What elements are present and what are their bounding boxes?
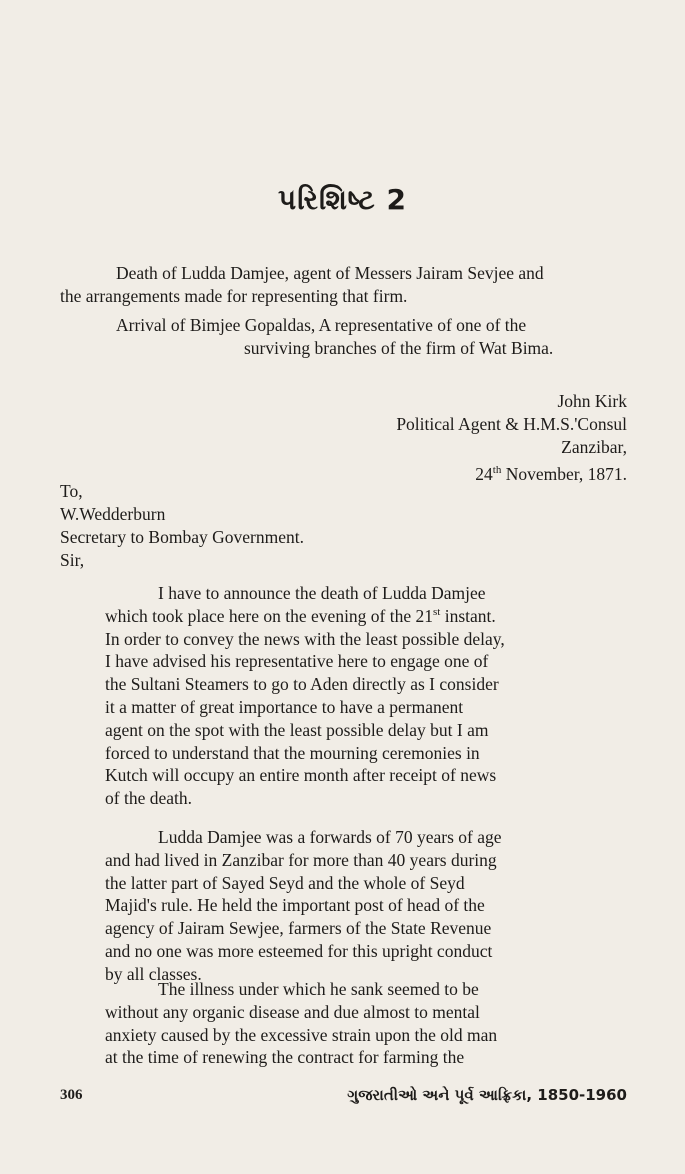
summary-block-1 <box>60 262 544 308</box>
body-line: Ludda Damjee was a forwards of 70 years of age <box>158 827 502 847</box>
body-line: the Sultani Steamers to go to Aden directly as I consider <box>105 674 499 695</box>
sender-place: Zanzibar, <box>561 437 627 457</box>
sender-title: Political Agent & H.M.S.'Consul <box>396 414 627 434</box>
date-day: 24 <box>475 464 493 484</box>
body-line: Kutch will occupy an entire month after receipt of news <box>105 765 497 786</box>
recipient-name: W.Wedderburn <box>60 504 166 524</box>
summary-line: Death of Ludda Damjee, agent of Messers Jairam Sevjee and <box>116 263 544 283</box>
paragraph-1 <box>105 582 505 810</box>
sender-name: John Kirk <box>557 391 627 411</box>
body-line: of the death. <box>105 788 192 809</box>
recipient-block <box>60 480 304 572</box>
salutation: Sir, <box>60 550 85 570</box>
body-line: Majid's rule. He held the important post of head of the <box>105 895 485 916</box>
date-suffix: th <box>492 464 502 477</box>
running-footer-title: ગુજરાતીઓ અને પૂર્વ આફ્રિકા, 1850-1960 <box>347 1086 627 1104</box>
body-line: anxiety caused by the excessive strain upon the old man <box>105 1024 498 1045</box>
letter-date <box>396 463 627 486</box>
body-line: the latter part of Sayed Seyd and the whole of Seyd <box>105 872 465 893</box>
summary-line: Arrival of Bimjee Gopaldas, A representative of one of the <box>116 315 527 335</box>
sender-block <box>396 390 627 486</box>
body-line: which took place here on the evening of the 21st instant. <box>105 605 496 626</box>
body-line: In order to convey the news with the least possible delay, <box>105 628 505 649</box>
body-line: and no one was more esteemed for this upright conduct <box>105 940 493 961</box>
body-line: I have advised his representative here to engage one of <box>105 651 489 672</box>
appendix-title: પરિશિષ્ટ 2 <box>278 183 407 216</box>
summary-line: the arrangements made for representing that firm. <box>60 286 408 306</box>
body-line: and had lived in Zanzibar for more than 40 years during <box>105 849 497 870</box>
body-line: forced to understand that the mourning ceremonies in <box>105 742 480 763</box>
paragraph-2 <box>105 826 502 986</box>
summary-block-2 <box>116 314 553 360</box>
date-rest: November, 1871. <box>501 464 627 484</box>
paragraph-3 <box>105 978 497 1069</box>
page-number: 306 <box>60 1087 83 1103</box>
body-line: I have to announce the death of Ludda Damjee <box>158 583 486 603</box>
body-line: agency of Jairam Sewjee, farmers of the State Revenue <box>105 918 492 939</box>
to-label: To, <box>60 481 83 501</box>
body-line: by all classes. <box>105 963 202 984</box>
body-line: without any organic disease and due almost to mental <box>105 1001 480 1022</box>
body-line: The illness under which he sank seemed to be <box>158 979 479 999</box>
summary-line: surviving branches of the firm of Wat Bima. <box>244 338 554 358</box>
recipient-office: Secretary to Bombay Government. <box>60 527 304 547</box>
body-line: it a matter of great importance to have a permanent <box>105 696 464 717</box>
body-line: agent on the spot with the least possible delay but I am <box>105 719 489 740</box>
body-line: at the time of renewing the contract for farming the <box>105 1047 465 1068</box>
